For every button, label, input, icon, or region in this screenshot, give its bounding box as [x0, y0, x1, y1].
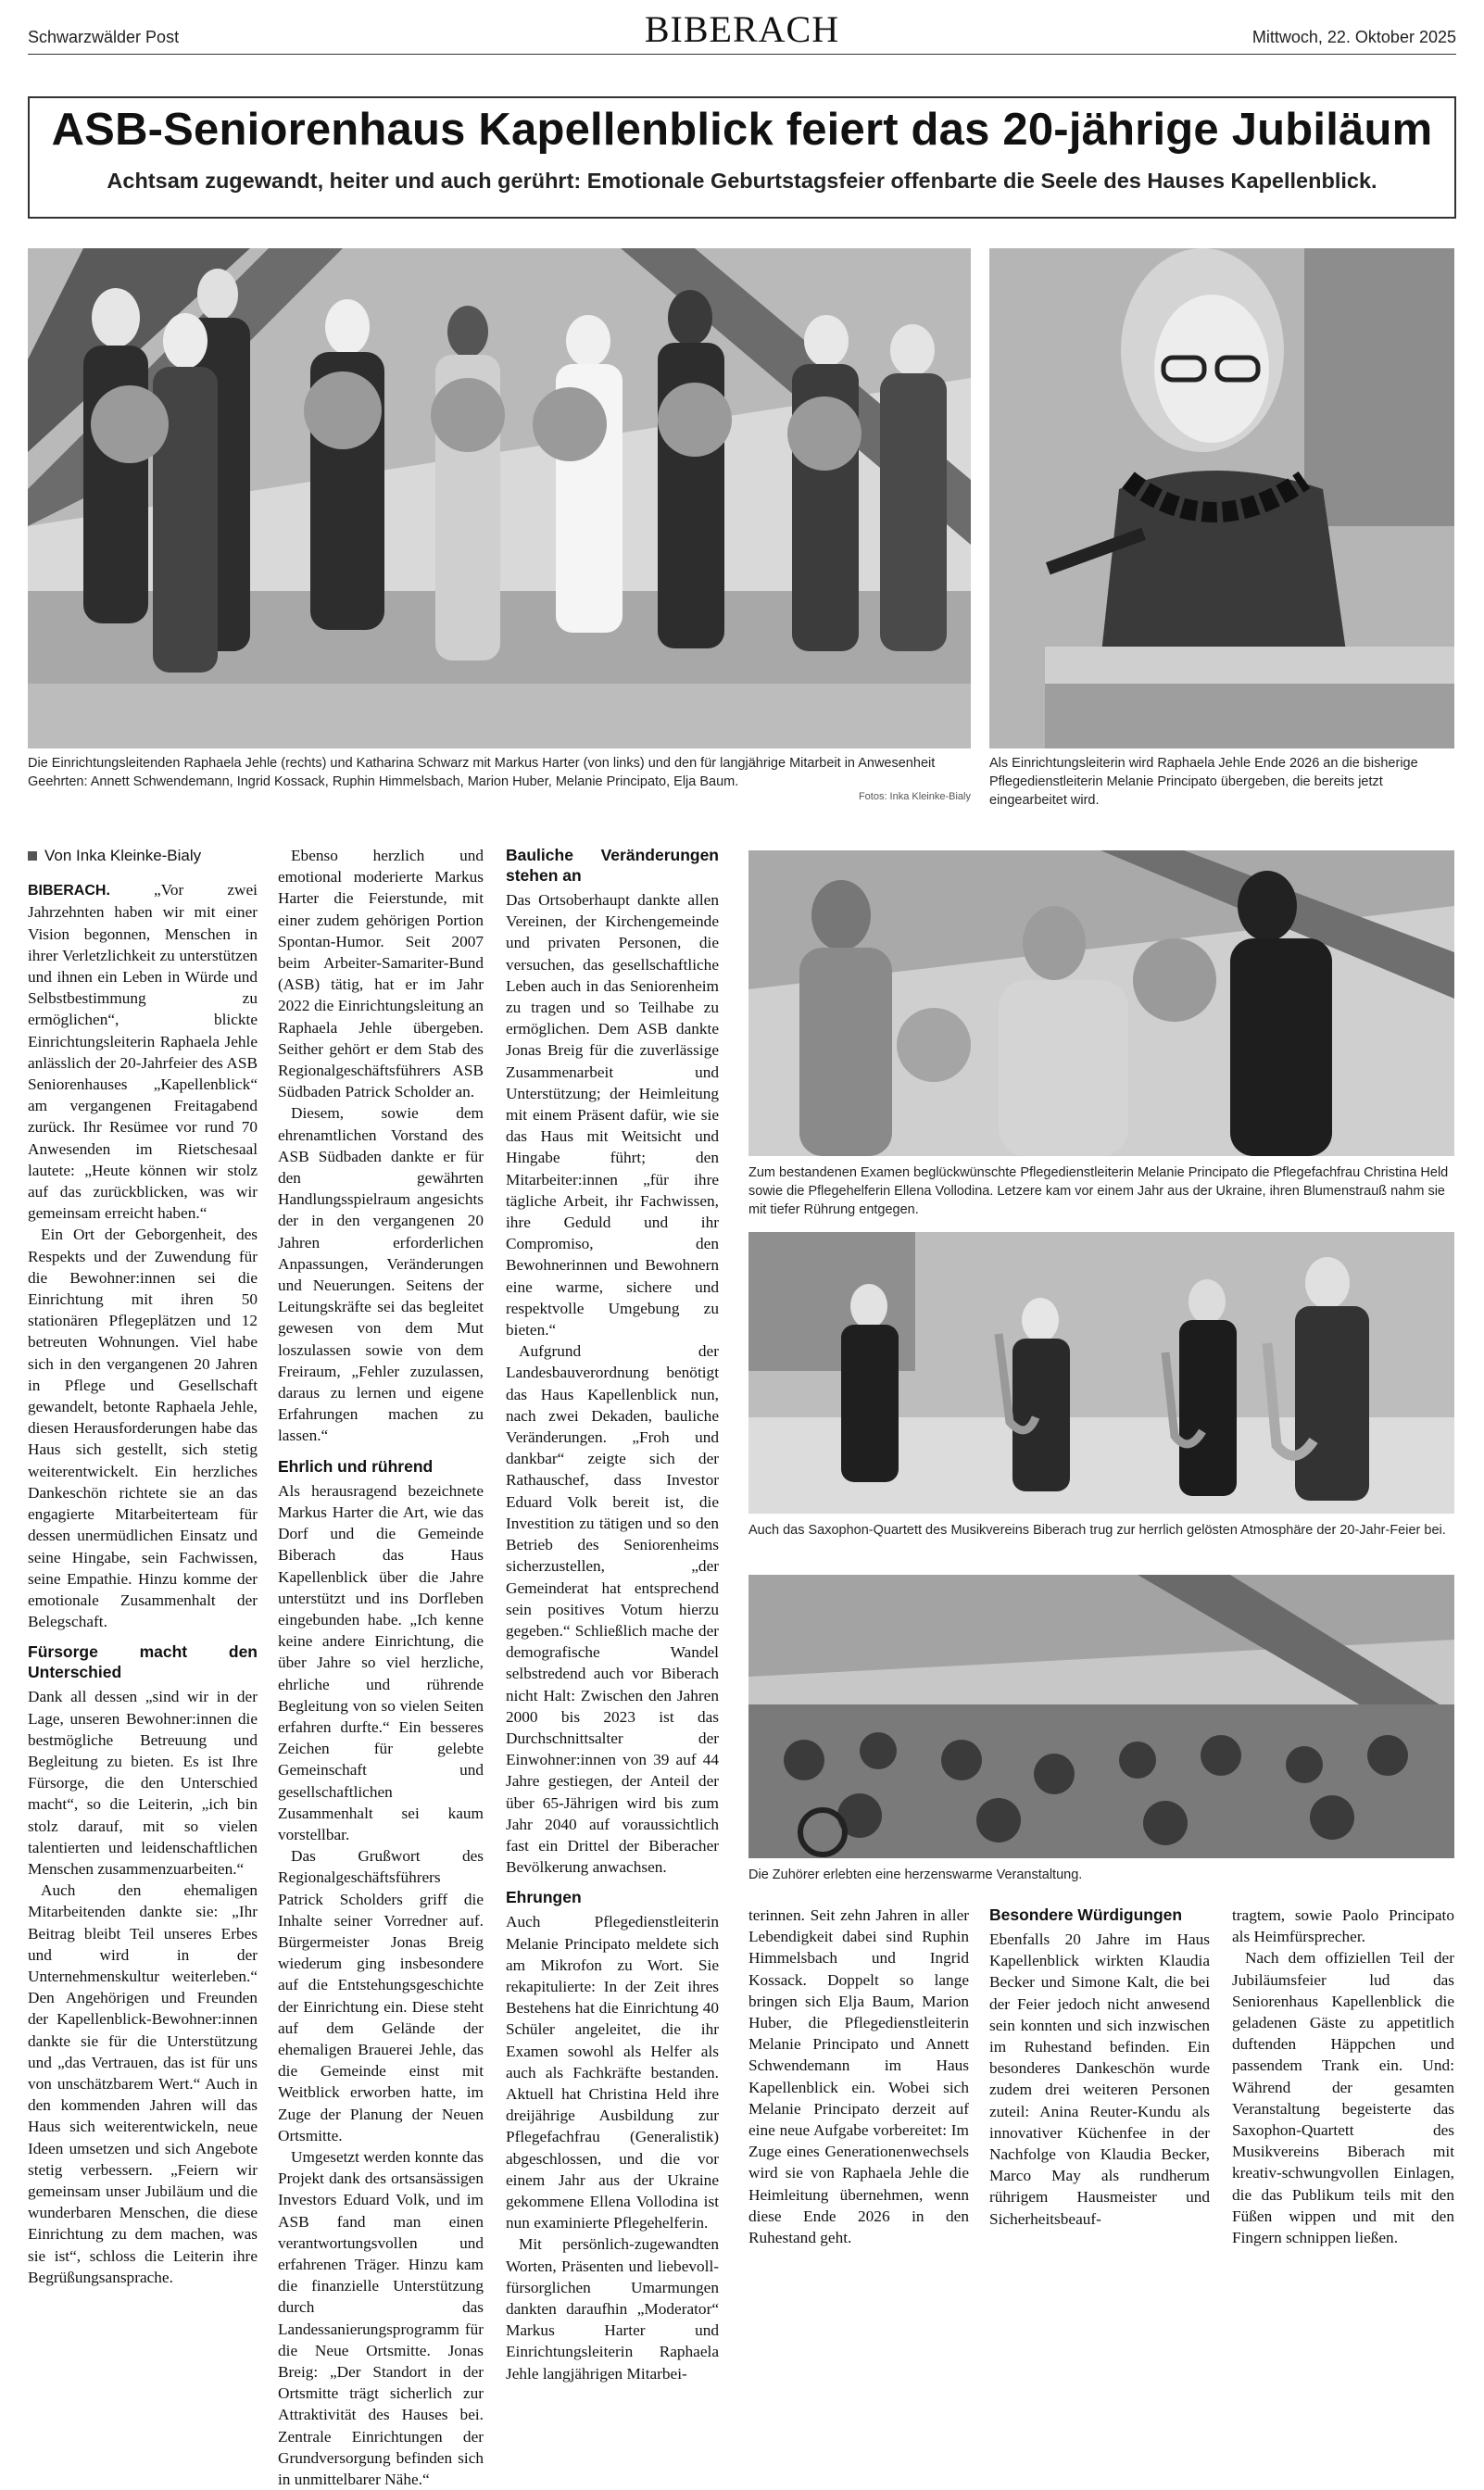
- article-column-1: [28, 845, 258, 2286]
- article-column-3: [506, 845, 719, 2383]
- subheading: Ehrungen: [506, 1888, 582, 1907]
- paragraph: Dank all dessen „sind wir in der Lage, unseren Bewohner:innen die bestmögliche Betreuung und Begleitung zu bieten. Es ist Ihre Fürsorge, die den Unterschied macht“, so die Leiterin, „ich bin stolz darauf, mit so vielen talentierten und leidenschaftlichen Menschen zusammenzuarbeiten.“: [28, 1688, 258, 1878]
- paragraph: tragtem, sowie Paolo Principato als Heimfürsprecher.: [1232, 1906, 1454, 1946]
- photo-credit: Fotos: Inka Kleinke-Bialy: [858, 791, 971, 802]
- paragraph: Ein Ort der Geborgenheit, des Respekts und der Zuwendung für die Bewohner:innen sei die Einrichtung mit ihren 50 stationären Pflegeplätzen und 12 betreuten Wohnungen. Viel habe sich in den vergangenen 20 Jahren in Pflege und Gesellschaft gewandelt, betonte Raphaela Jehle, diesen Herausforderungen habe das Haus sich gestellt, sich stetig weiterentwickelt. Ein herzliches Dankeschön richtete sie an das engagierte Mitarbeiterteam für dessen unermüdlichen Einsatz und seine Hingabe, sein Fachwissen, seine Empathie. Hinzu komme der emotionale Zusammenhalt der Belegschaft.: [28, 1226, 258, 1631]
- byline: Von Inka Kleinke-Bialy: [28, 845, 258, 866]
- paragraph: Ebenso herzlich und emotional moderierte Markus Harter die Feierstunde, mit einer zudem gehörigen Portion Spontan-Humor. Seit 2007 beim Arbeiter-Samariter-Bund (ASB) tätig, hat er im Jahr 2022 die Einrichtungsleitung an Raphaela Jehle übergeben. Seither gehört er dem Stab des Regionalgeschäftsführers ASB Südbaden Patrick Scholder an.: [278, 847, 484, 1101]
- speaker-photo: [989, 248, 1454, 748]
- subheading: Bauliche Veränderungen stehen an: [506, 846, 719, 885]
- headline: ASB-Seniorenhaus Kapellenblick feiert das 20-jährige Jubiläum: [51, 105, 1433, 155]
- paragraph: Mit persönlich-zugewandten Worten, Präsenten und liebevoll-fürsorglichen Umarmungen dankten daraufhin „Moderator“ Markus Harter und Einrichtungsleiterin Raphaela Jehle langjährigen Mitarbei-: [506, 2235, 719, 2383]
- paragraph: Diesem, sowie dem ehrenamtlichen Vorstand des ASB Südbaden dankte er für den gewährten Handlungsspielraum angesichts der in den vergangenen 20 Jahren erforderlichen Anpassungen, Veränderungen und Neuerungen. Seitens der Leitungskräfte sei das begleitet gewesen von dem Mut loszulassen sowie von dem Freiraum, „Fehler zuzulassen, daraus zu lernen und eigene Erfahrungen machen zu lassen.“: [278, 1104, 484, 1445]
- paragraph: „Vor zwei Jahrzehnten haben wir mit einer Vision begonnen, Menschen in ihrer Verletzlichkeit zu unterstützen und ihnen ein Leben in Würde und Selbstbestimmung zu ermöglichen“, blickte Einrichtungsleiterin Raphaela Jehle anlässlich der 20-Jahrfeier des ASB Seniorenhauses „Kapellenblick“ am vergangenen Freitagabend zurück. Ihr Resümee vor rund 70 Anwesenden im Rietschesaal lautete: „Heute können wir stolz auf das zurückblicken, was wir gemeinsam erreicht haben.“: [28, 881, 258, 1223]
- audience-photo-caption: Die Zuhörer erlebten eine herzenswarme Veranstaltung.: [748, 1868, 1083, 1882]
- paragraph: Ebenfalls 20 Jahre im Haus Kapellenblick wirkten Klaudia Becker und Simone Kalt, die bei der Feier jedoch nicht anwesend sein konnten und sich inzwischen im Ruhestand befinden. Ein besonderes Dankeschön wurde zudem drei weiteren Personen zuteil: Anina Reuter-Kundu als innovativer Küchenfee in der Nachfolge von Klaudia Becker, Marco May als rundherum rührigem Hausmeister und Sicherheitsbeauf-: [989, 1930, 1210, 2228]
- exam-photo-caption: Zum bestandenen Examen beglückwünschte Pflegedienstleiterin Melanie Principato die Pflegefachfrau Christina Held sowie die Pflegehelferin Ellena Vollodina. Letzere kam vor einem Jahr aus der Ukraine, ihren Blumenstrauß nahm sie mit tiefer Rührung entgegen.: [748, 1165, 1449, 1217]
- subheading: Fürsorge macht den Unterschied: [28, 1642, 258, 1682]
- paragraph: Nach dem offiziellen Teil der Jubiläumsfeier lud das Seniorenhaus Kapellenblick die geladenen Gäste zu appetitlich duftenden Häppchen und passendem Trank ein. Und: Während der gesamten Veranstaltung begeisterte das Saxophon-Quartett des Musikvereins Biberach mit kreativ-schwungvollen Einlagen, die das Publikum teils mit den Füßen wippen und mit den Fingern schnippen ließen.: [1232, 1949, 1454, 2247]
- article-column-5: [989, 1905, 1210, 2228]
- paragraph: Aufgrund der Landesbauverordnung benötigt das Haus Kapellenblick nun, nach zwei Dekaden, bauliche Veränderungen. „Froh und dankbar“ zeigte sich der Rathauschef, dass Investor Eduard Volk bereit ist, die Investition zu tätigen und so den Betrieb des Seniorenheims sicherzustellen, „der Gemeinderat hat entsprechend sein positives Votum hierzu gegeben.“ Schließlich mache der demografische Wandel selbstredend auch vor Biberach nicht Halt: Zwischen den Jahren 2000 bis 2023 ist das Durchschnittsalter der Einwohner:innen von 39 auf 44 Jahre gestiegen, der Anteil der über 65-Jährigen wird bis zum Jahr 2040 auf voraussichtlich fast ein Drittel der Biberacher Bevölkerung anwachsen.: [506, 1342, 719, 1877]
- paragraph: terinnen. Seit zehn Jahren in aller Lebendigkeit dabei sind Ruphin Himmelsbach und Ingrid Kossack. Doppelt so lange bringen sich Elja Baum, Marion Huber, die Pflegedienstleiterin Melanie Principato und Annett Schwendemann im Haus Kapellenblick ein. Wobei sich Melanie Principato derzeit auf eine neue Aufgabe vorbereitet: Im Zuge eines Generationenwechsels wird sie von Raphaela Jehle die Heimleitung übernehmen, wenn diese Ende 2026 in den Ruhestand geht.: [748, 1906, 969, 2247]
- subheading: Besondere Würdigungen: [989, 1905, 1183, 1924]
- speaker-photo-caption: Als Einrichtungsleiterin wird Raphaela Jehle Ende 2026 an die bisherige Pflegedienstleiterin Melanie Principato übergeben, die bereits jetzt eingearbeitet wird.: [989, 756, 1418, 808]
- subheadline: Achtsam zugewandt, heiter und auch gerührt: Emotionale Geburtstagsfeier offenbarte die Seele des Hauses Kapellenblick.: [107, 169, 1377, 193]
- group-photo-caption: Die Einrichtungsleitenden Raphaela Jehle (rechts) und Katharina Schwarz mit Markus Harter (von links) und den für langjährige Mitarbeit in Anwesenheit Geehrten: Annett Schwendemann, Ingrid Kossack, Ruphin Himmelsbach, Marion Huber, Melanie Principato, Elja Baum.: [28, 756, 936, 789]
- subheading: Ehrlich und rührend: [278, 1456, 434, 1476]
- publication-name: Schwarzwälder Post: [28, 28, 180, 46]
- article-column-6: [1232, 1905, 1454, 2247]
- paragraph: Auch Pflegedienstleiterin Melanie Principato meldete sich am Mikrofon zu Wort. Sie rekapitulierte: In der Zeit ihres Bestehens hat die Einrichtung 40 Schüler angeleitet, die ihr Examen sowohl als Helfer als auch als Fachkräfte bestanden. Aktuell hat Christina Held ihre dreijährige Ausbildung zur Pflegefachfrau (Generalistik) abgeschlossen, und die vor einem Jahr aus der Ukraine gekommene Ellena Vollodina ist nun examinierte Pflegehelferin.: [506, 1913, 719, 2232]
- audience-photo: [748, 1575, 1454, 1858]
- paragraph: Als herausragend bezeichnete Markus Harter die Art, wie das Dorf und die Gemeinde Biberach das Haus Kapellenblick über die Jahre unterstützt und ins Dorfleben eingebunden habe. „Ich kenne keine andere Einrichtung, die über Jahre so viel herzliche, ehrliche und rührende Begleitung von so vielen Seiten erfahren durfte.“ Ein besseres Zeichen für gelebte Gemeinschaft und gesellschaftlichen Zusammenhalt sei kaum vorstellbar.: [278, 1481, 484, 1843]
- paragraph: Das Grußwort des Regionalgeschäftsführers Patrick Scholders griff die Inhalte seiner Vorredner auf. Bürgermeister Jonas Breig wiederum ging insbesondere auf die Entstehungsgeschichte der Einrichtung ein. Diese steht auf dem Gelände der ehemaligen Brauerei Jehle, das die Gemeinde einst mit Weitblick erworben hatte, im Zuge der Planung der Neuen Ortsmitte.: [278, 1847, 484, 2144]
- paragraph: Das Ortsoberhaupt dankte allen Vereinen, der Kirchengemeinde und privaten Personen, die versuchen, das gesellschaftliche Leben auch in das Seniorenheim zu tragen und so Teilhabe zu ermöglichen. Dem ASB dankte Jonas Breig für die zuverlässige Zusammenarbeit und Unterstützung; der Heimleitung mit einem Präsent dafür, wie sie das Haus mit Weitsicht und Hingabe führt; den Mitarbeiter:innen „für ihre tägliche Arbeit, ihr Fachwissen, ihre Geduld und ihr Compromiso, den Bewohnerinnen und Bewohnern eine warme, sichere und respektvolle Umgebung zu bieten.“: [506, 891, 719, 1339]
- article-column-4: [748, 1905, 969, 2247]
- byline-square-icon: [28, 851, 37, 861]
- saxophone-quartet-caption: Auch das Saxophon-Quartett des Musikvereins Biberach trug zur herrlich gelösten Atmosphäre der 20-Jahr-Feier bei.: [748, 1523, 1446, 1538]
- exam-photo: [748, 850, 1454, 1156]
- section-title: BIBERACH: [644, 8, 840, 50]
- dateline: BIBERACH.: [28, 883, 110, 899]
- group-photo: [28, 248, 971, 748]
- article-column-2: [278, 845, 484, 2489]
- paragraph: Auch den ehemaligen Mitarbeitenden dankte sie: „Ihr Beitrag bleibt Teil unseres Erbes und wird in der Unternehmenskultur weiterleben.“ Den Angehörigen und Freunden der Kapellenblick-Bewohner:innen dankte sie für die Unterstützung und „das Vertrauen, das ist für uns von unschätzbarem Wert.“ Auch in den kommenden Jahren will das Haus sich weiterentwickeln, neue Ideen umsetzen und sich Angebote stetig verbessern. „Feiern wir gemeinsam unser Jubiläum und die wunderbaren Menschen, die diese Einrichtung zu dem machen, was sie ist“, schloss die Leiterin ihre Begrüßungsansprache.: [28, 1881, 258, 2286]
- paragraph: Umgesetzt werden konnte das Projekt dank des ortsansässigen Investors Eduard Volk, und im ASB fand man einen verantwortungsvollen und erfahrenen Träger. Hinzu kam die finanzielle Unterstützung durch das Landessanierungsprogramm für die Neue Ortsmitte. Jonas Breig: „Der Standort in der Ortsmitte trägt sicherlich zur Attraktivität des Hauses bei. Zentrale Einrichtungen der Grundversorgung befinden sich in unmittelbarer Nähe.“: [278, 2147, 484, 2489]
- issue-date: Mittwoch, 22. Oktober 2025: [1251, 28, 1456, 46]
- masthead-rule: [28, 54, 1456, 55]
- saxophone-quartet-photo: [748, 1232, 1454, 1514]
